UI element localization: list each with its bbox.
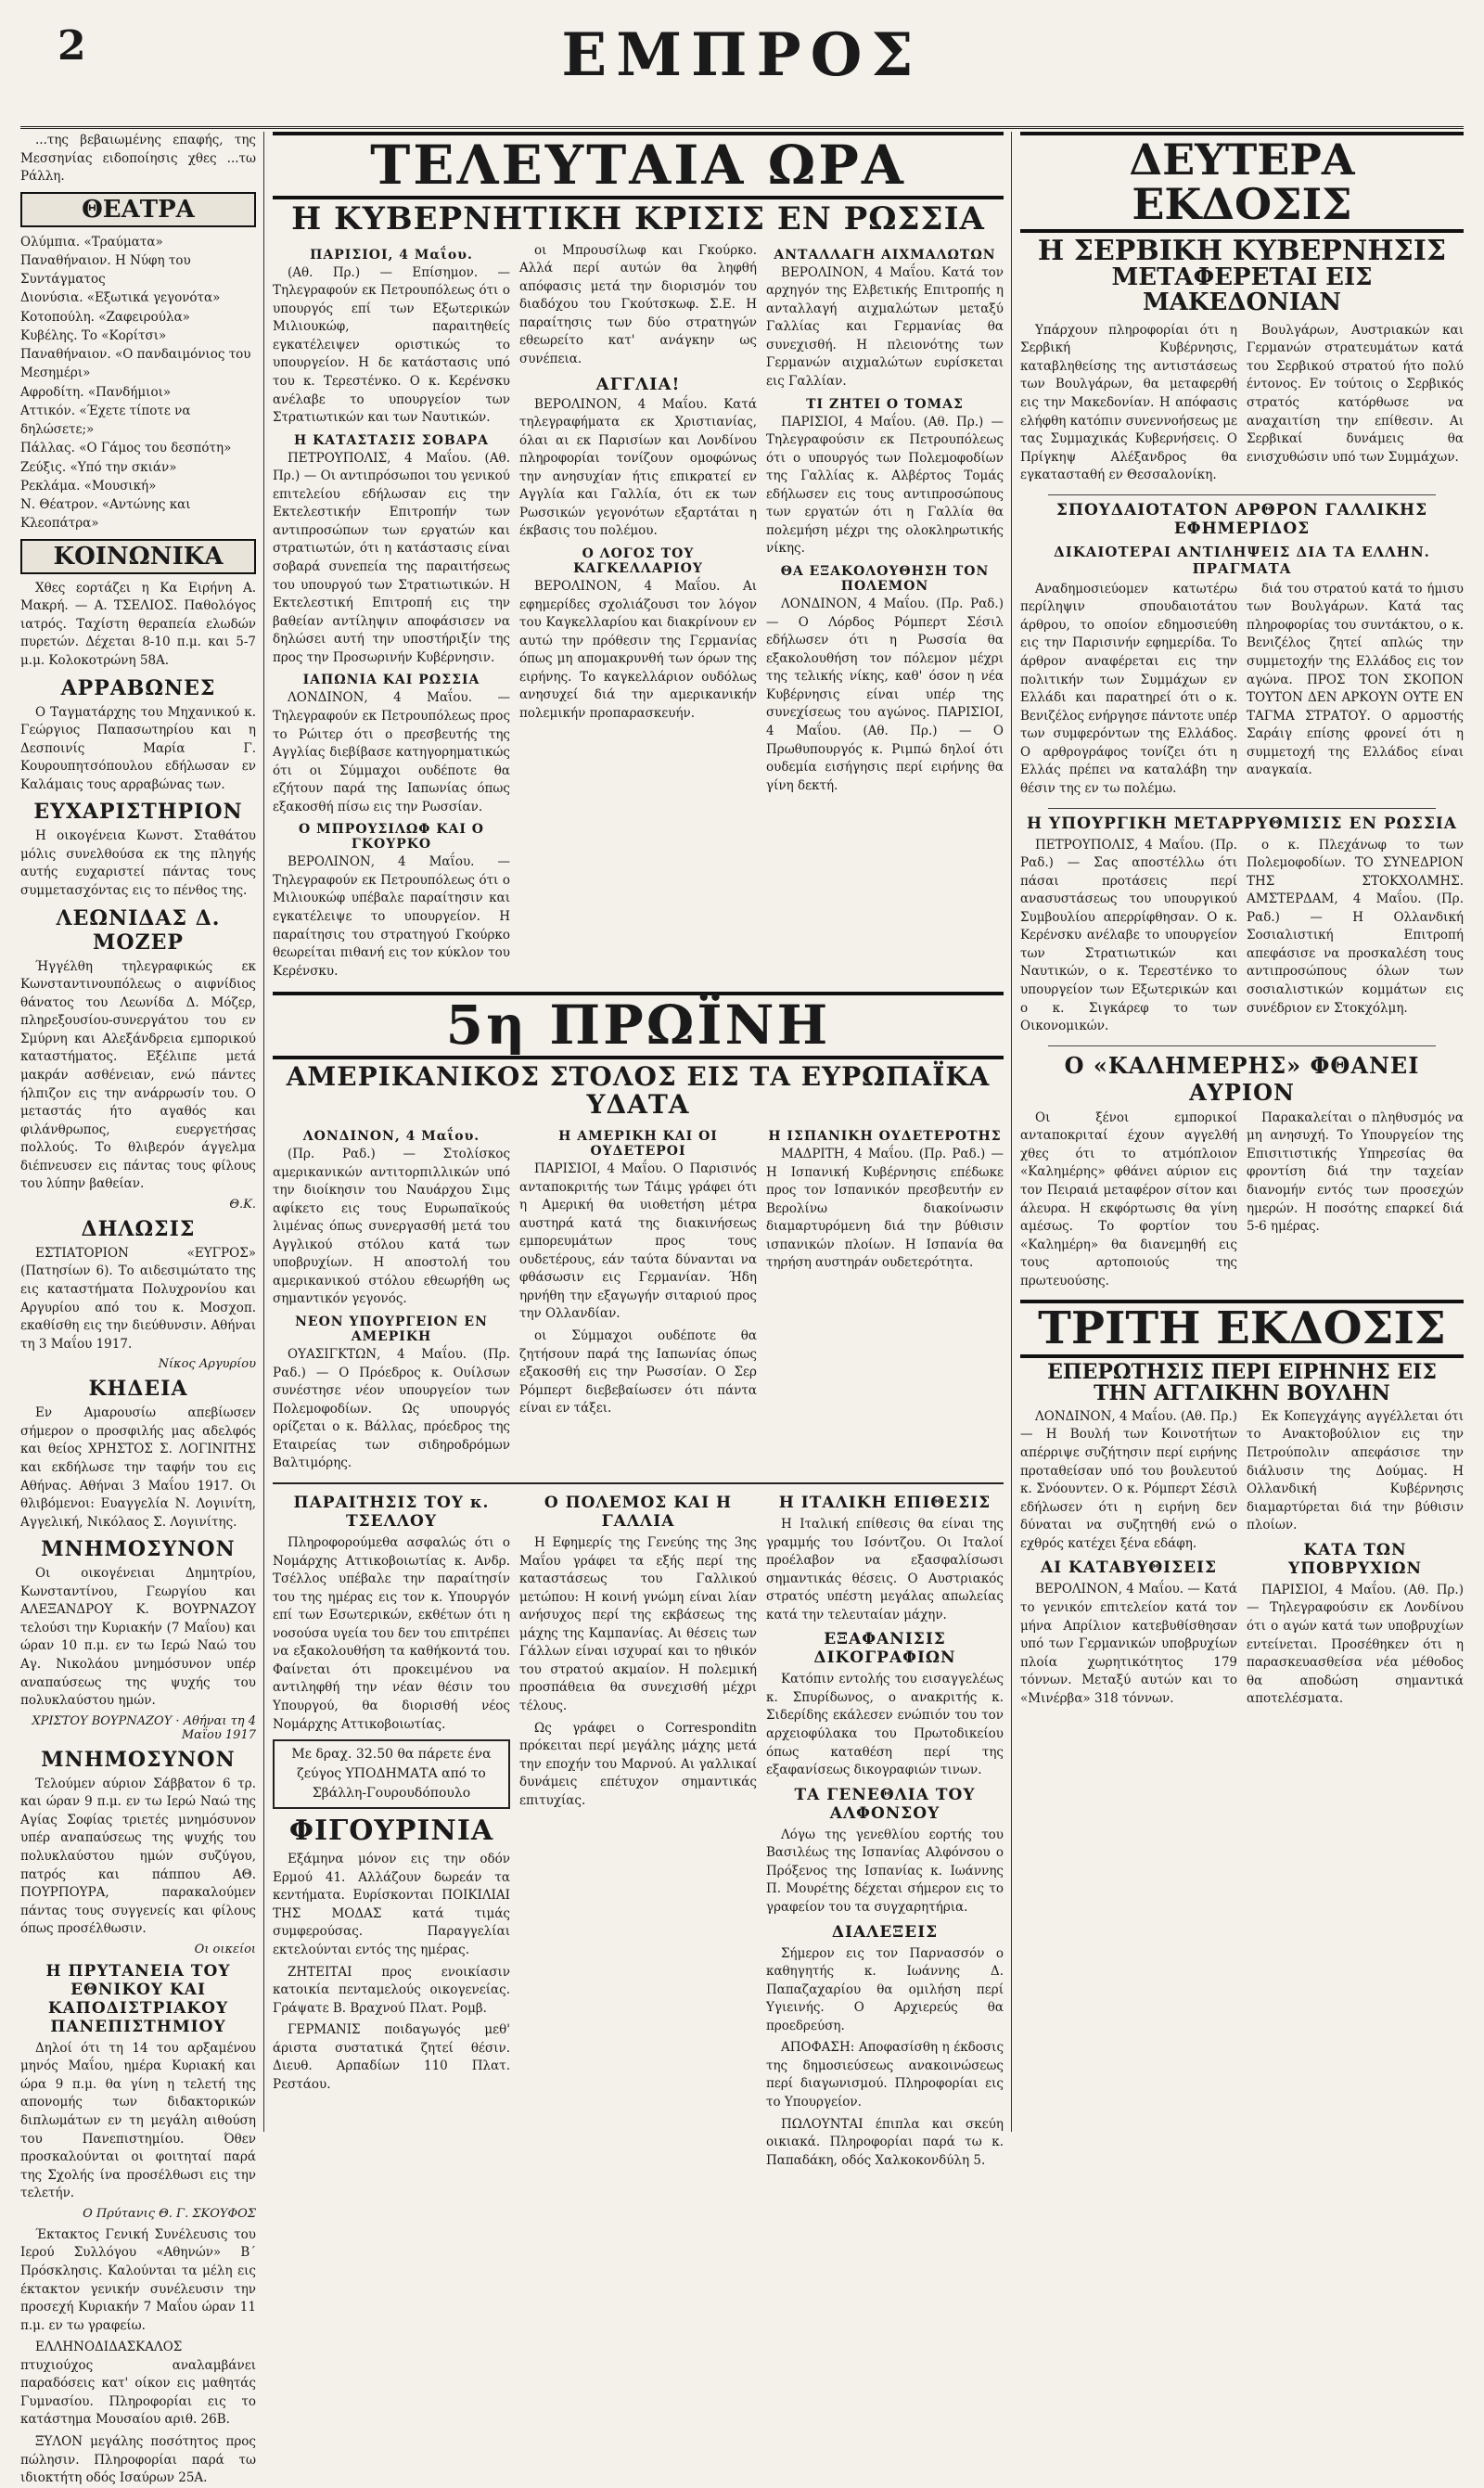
dateline: ΙΑΠΩΝΙΑ ΚΑΙ ΡΩΣΣΙΑ (302, 673, 480, 688)
dateline: Ο ΛΟΓΟΣ ΤΟΥ ΚΑΓΚΕΛΛΑΡΙΟΥ (573, 546, 703, 577)
dateline: Η ΚΑΤΑΣΤΑΣΙΣ ΣΟΒΑΡΑ (294, 432, 489, 448)
war-text: Η Εφημερίς της Γενεύης της 3ης Μαΐου γράφει τα εξής περί της καταστάσεως του Γαλλικού μετώπου: Η κοινή γνώμη είναι λίαν ανήσυχος περί της εκβάσεως της μάχης της Καμπανίας. Αι θέσεις των Γάλλων είναι ισχυραί και το ηθικόν του στρατού ακμαίον. Η πολεμική προσπάθεια θα συνεχισθή μέχρι τέλους. (519, 1534, 757, 1713)
theatres-heading: ΘΕΑΤΡΑ (20, 192, 256, 227)
newspaper-page (20, 17, 1464, 2486)
disappearance-text: Κατόπιν εντολής του εισαγγελέως κ. Σπυρίδωνος, ο ανακριτής κ. Σιδερίδης εκάλεσεν ενώπιόν του τον αρχειοφύλακα του Πρωτοδικείου όπως καταθέση περί της εξαφανίσεως δικογραφιών τινων. (766, 1672, 1004, 1778)
dateline: Η ΙΣΠΑΝΙΚΗ ΟΥΔΕΤΕΡΟΤΗΣ (768, 1128, 1002, 1144)
article-text: Οι ξένοι εμπορικοί ανταποκριταί έχουν αγγελθή χθες ότι το ατμόπλοιον «Καλημέρης» φθάνει αύριον εις τον Πειραιά μεταφέρον σίτον και άλευρα. Η εκφόρτωσις θα γίνη αμέσως. Το φορτίον του «Καλημέρη» θα διανεμηθή εις τους αρτοποιούς της πρωτευούσης. (1020, 1109, 1237, 1289)
funeral-heading: ΚΗΔΕΙΑ (88, 1377, 188, 1402)
sinkings-heading: ΑΙ ΚΑΤΑΒΥΘΙΣΕΙΣ (1040, 1558, 1218, 1578)
right-column (1020, 132, 1464, 2132)
dateline: ΑΓΓΛΙΑ! (595, 374, 681, 394)
article-text: Αναδημοσιεύομεν κατωτέρω περίληψιν σπουδαιοτάτου άρθρου, το οποίον εδημοσιεύθη εις την Παρισινήν εφημερίδα. Το άρθρον αναφέρεται εις την πολιτικήν των Συμμάχων εν Ελλάδι και παρατηρεί ότι ο κ. Βενιζέλος ενήργησε πάντοτε υπέρ των συμφερόντων της Ελλάδος. Ο αρθρογράφος τονίζει ότι η Ελλάς πρέπει να καταλάβη την θέσιν της εν τω πολέμω. (1020, 581, 1237, 796)
divider (1048, 1045, 1436, 1046)
resignation-heading: ΠΑΡΑΙΤΗΣΙΣ ΤΟΥ κ. ΤΣΕΛΛΟΥ (293, 1493, 490, 1531)
article-text: ΠΕΤΡΟΥΠΟΛΙΣ, 4 Μαΐου. (Αθ. Πρ.) — Οι αντιπρόσωποι του γενικού επιτελείου εδήλωσαν εις την Εκτελεστικήν Επιτροπήν των αντιπροσώπων των εργατών και στρατιωτών, ότι η κατάστασις είναι σοβαρά συνεπεία της παραιτήσεως του υπουργού των Στρατιωτικών. Η Εκτελεστική Επιτροπή εις την βαθείαν αντίληψιν αποφάσισεν να δηλώσει αυτή την υποστήριξίν της προς την Προσωρινήν Κυβέρνησιν. (273, 450, 510, 665)
article-text: ο κ. Πλεχάνωφ το των Πολεμοφοδίων. ΤΟ ΣΥΝΕΔΡΙΟΝ ΤΗΣ ΣΤΟΚΧΟΛΜΗΣ. ΑΜΣΤΕΡΔΑΜ, 4 Μαΐου. (Πρ. Ραδ.) — Η Ολλανδική Σοσιαλιστική Επιτροπή απεφάσισε να προσκαλέση τους αντιπροσώπους όλων των σοσιαλιστικών κομμάτων εις συνέδριον εν Στοκχόλμη. (1247, 837, 1464, 1016)
list-item: Αττικόν. «Έχετε τίποτε να δηλώσετε;» (20, 403, 191, 438)
dateline: Ο ΜΠΡΟΥΣΙΛΩΦ ΚΑΙ Ο ΓΚΟΥΡΚΟ (299, 822, 484, 853)
list-item: Ρεκλάμα. «Μουσική» (20, 478, 157, 494)
war-heading: Ο ΠΟΛΕΜΟΣ ΚΑΙ Η ΓΑΛΛΙΑ (544, 1493, 733, 1531)
birthday-text: Λόγω της γενεθλίου εορτής του Βασιλέως της Ισπανίας Αλφόνσου ο Πρόξενος της Ισπανίας κ. Ιωάννης Π. Μουρέτης δέχεται σήμερον εις το γραφείον του τα συγχαρητήρια. (766, 1827, 1004, 1915)
serbian-headline: Η ΣΕΡΒΙΚΗ ΚΥΒΕΡΝΗΣΙΣ (1037, 234, 1447, 267)
decision-notice: ΑΠΟΦΑΣΗ: Αποφασίσθη η έκδοσις της δημοσιεύσεως ανακοινώσεως περί διαγωνισμού. Πληροφορίαι εις το Υπουργείον. (766, 2040, 1004, 2110)
war-text: Ως γράφει ο Corresponditn πρόκειται περί μεγάλης μάχης μετά την εποχήν του Μαρνού. Αι γαλλικαί δυνάμεις επέτυχον σημαντικάς επιτυχίας. (519, 1720, 757, 1808)
memorial-text: Τελούμεν αύριον Σάββατον 6 τρ. και ώραν 9 π.μ. εν τω Ιερώ Ναώ της Αγίας Σοφίας τριετές μνημόσυνον υπέρ αναπαύσεως της ψυχής του πολυκλαύστου ημών συζύγου, πατρός και πάππου ΑΘ. ΠΟΥΡΠΟΥΡΑ, παρακαλούμεν πάντας τους συγγενείς και φίλους όπως προσέλθωσιν. (20, 1776, 256, 1937)
rent-ad: ΖΗΤΕΙΤΑΙ προς ενοικίασιν κατοικία πενταμελούς οικογενείας. Γράψατε Β. Βραχνού Πλατ. Ρομβ. (273, 1964, 510, 2016)
moser-heading: ΛΕΩΝΙΔΑΣ Δ. ΜΟΖΕΡ (56, 905, 221, 955)
declaration-text: ΕΣΤΙΑΤΟΡΙΟΝ «ΕΥΓΡΟΣ» (Πατησίων 6). Το αιδεσιμώτατο της εις καταστήματα Πολυχρονίου και Αργυρίου από του κ. Μοσχοπ. εκαθίσθη εις την διεύθυνσιν. Αθήναι τη 3 Μαΐου 1917. (20, 1245, 256, 1352)
fifth-morning-banner: 5η ΠΡΩΪΝΗ (273, 992, 1004, 1059)
center-area (273, 132, 1004, 2168)
column-rule (263, 132, 264, 2132)
moser-signature: Θ.Κ. (229, 1197, 256, 1212)
article-text: διά του στρατού κατά το ήμισυ των Βουλγάρων. Κατά τας πληροφορίας του συντάκτου, ο κ. Βενιζέλος ζητεί απλώς την συμμετοχήν της Ελλάδος εις τον αγώνα. ΠΡΟΣ ΤΟΝ ΣΚΟΠΟΝ ΤΟΥΤΟΝ ΔΕΝ ΑΡΚΟΥΝ ΟΥΤΕ ΕΝ ΤΑΓΜΑ ΣΤΡΑΤΟΥ. Ο αρμοστής Σαράιγ επίσης φρονεί ότι η συμμετοχή της Ελλάδος είναι αναγκαία. (1247, 581, 1464, 778)
last-hour-banner: ΤΕΛΕΥΤΑΙΑ ΩΡΑ (273, 132, 1004, 199)
newspaper-title: ΕΜΠΡΟΣ (561, 20, 923, 90)
memorial-text: Οι οικογένειαι Δημητρίου, Κωνσταντίνου, Γεωργίου και ΑΛΕΞΑΝΔΡΟΥ Κ. ΒΟΥΡΝΑΖΟΥ τελούσι την Κυριακήν (7 Μαΐου) και ώραν 10 π.μ. εν τω Ιερώ Ναώ του Αγ. Νικολάου μνημόσυνον υπέρ αναπαύσεως της ψυχής του πολυκλαύστου ημών. (20, 1566, 256, 1709)
declaration-signature: Νίκος Αργυρίου (158, 1357, 256, 1372)
lower-column-a (273, 1488, 510, 2174)
article-text: Παρακαλείται ο πληθυσμός να μη ανησυχή. Το Υπουργείον της Επισιτιστικής Υπηρεσίας θα φροντίση διά την ταχείαν διανομήν εντός των προσεχών ημερών. Η ποσότης επαρκεί διά 5-6 ημέρας. (1247, 1109, 1464, 1235)
peace-headline: ΕΠΕΡΩΤΗΣΙΣ ΠΕΡΙ ΕΙΡΗΝΗΣ ΕΙΣ ΤΗΝ ΑΓΓΛΙΚΗΝ ΒΟΥΛΗΝ (1047, 1359, 1437, 1405)
article-text: ΒΕΡΟΛΙΝΟΝ, 4 Μαΐου. Αι εφημερίδες σχολιάζουσι τον λόγον του Καγκελλαρίου και διακρίνουν εν αυτώ την πρόθεσιν της Γερμανίας όπως μη απομακρυνθή των όρων της ειρήνης. Το καγκελλάριον ουδόλως ανησυχεί διά την αμερικανικήν πολεμικήν προπαρασκευήν. (519, 579, 757, 721)
lower-column-b (519, 1488, 757, 2174)
list-item: Κυβέλης. Το «Κορίτσι» (20, 327, 167, 343)
article-text: ΒΕΡΟΛΙΝΟΝ, 4 Μαΐου. — Κατά το γενικόν επιτελείον κατά τον μήνα Απρίλιον κατεβυθίσθησαν υπό των Γερμανικών υποβρυχίων πλοία χωρητικότητος 179 τόννων. Μεταξύ αυτών και το «Μινέρβα» 318 τόννων. (1020, 1582, 1237, 1706)
lower-section (273, 1482, 1004, 2174)
russia-headline: Η ΚΥΒΕΡΝΗΤΙΚΗ ΚΡΙΣΙΣ ΕΝ ΡΩΣΣΙΑ (291, 199, 985, 237)
american-fleet-headline: ΑΜΕΡΙΚΑΝΙΚΟΣ ΣΤΟΛΟΣ ΕΙΣ ΤΑ ΕΥΡΩΠΑΪΚΑ ΥΔΑΤΑ (286, 1061, 991, 1120)
dateline: ΑΝΤΑΛΛΑΓΗ ΑΙΧΜΑΛΩΤΩΝ (774, 247, 996, 263)
university-heading: Η ΠΡΥΤΑΝΕΙΑ ΤΟΥ ΕΘΝΙΚΟΥ ΚΑΙ ΚΑΠΟΔΙΣΤΡΙΑΚΟΥ ΠΑΝΕΠΙΣΤΗΜΙΟΥ (45, 1961, 231, 2036)
fleet-column-c (766, 1123, 1004, 1477)
theatres-list (20, 233, 256, 533)
list-item: Αφροδίτη. «Πανδήμιοι» (20, 384, 172, 400)
article-text: ΠΕΤΡΟΥΠΟΛΙΣ, 4 Μαΐου. (Πρ. Ραδ.) — Σας αποστέλλω ότι πάσαι προτάσεις περί ανασυστάσεως του υπουργικού Συμβουλίου απερρίφθησαν. Ο κ. Κερένσκυ ανέλαβε το υπουργείον των Στρατιωτικών και Ναυτικών, ο κ. Τερεστένκο το υπουργείον των Εξωτερικών και ο κ. Σιγκάρεφ το των Οικονομικών. (1020, 837, 1237, 1034)
russia-column-c (766, 242, 1004, 985)
dateline: ΝΕΟΝ ΥΠΟΥΡΓΕΙΟΝ ΕΝ ΑΜΕΡΙΚΗ (295, 1315, 488, 1344)
dateline: Η ΑΜΕΡΙΚΗ ΚΑΙ ΟΙ ΟΥΔΕΤΕΡΟΙ (558, 1128, 718, 1159)
russia-column-a (273, 242, 510, 985)
dateline: ΛΟΝΔΙΝΟΝ, 4 Μαΐου. (302, 1128, 480, 1144)
list-item: Πάλλας. «Ο Γάμος του δεσπότη» (20, 441, 232, 456)
serbian-section (1020, 322, 1464, 489)
list-item: Ν. Θέατρον. «Αντώνης και Κλεοπάτρα» (20, 497, 191, 532)
sale-notice: ΠΩΛΟΥΝΤΑΙ έπιπλα και σκεύη οικιακά. Πληροφορίαι παρά τω κ. Παπαδάκη, οδός Χαλκοκονδύλη 5. (766, 2116, 1004, 2168)
article-text: ΠΑΡΙΣΙΟΙ, 4 Μαΐου. (Αθ. Πρ.) — Τηλεγραφούσιν εκ Πετρουπόλεως ότι ο υπουργός των Πολεμοφοδίων της Γαλλίας κ. Αλβέρτος Τομάς εδήλωσεν εις τους αντιπροσώπους των εργατών ότι η Γαλλία θα πολεμήση μέχρι της ολοκληρωτικής νίκης. (766, 414, 1004, 557)
lectures-text: Σήμερον εις τον Παρνασσόν ο καθηγητής κ. Ιωάννης Δ. Παπαζαχαρίου θα ομιλήση περί Υγιεινής. Ο Αρχιερεύς θα προεδρεύση. (766, 1945, 1004, 2033)
second-edition-banner: ΔΕΥΤΕΡΑ ΕΚΔΟΣΙΣ (1020, 132, 1464, 233)
sale-ad: ΞΥΛΟΝ μεγάλης ποσότητος προς πώλησιν. Πληροφορίαι παρά τω ιδιοκτήτη οδός Ισαύρων 25Α. (20, 2434, 256, 2486)
resignation-text: Πληροφορούμεθα ασφαλώς ότι ο Νομάρχης Αττικοβοιωτίας κ. Ανδρ. Τσέλλος υπέβαλε την παραίτησίν του της ημέρας εις τον κ. Υπουργόν επί των Εσωτερικών, εκθέτων ότι η νοσούσα υγεία του δεν του επιτρέπει να εξακολουθήση τα καθήκοντά του. Φαίνεται ότι προκειμένου να αντιληφθή την νέαν θέσιν του Υπουργού, θα διορισθή νέος Νομάρχης Αττικοβοιωτίας. (273, 1534, 510, 1732)
moser-text: Ήγγέλθη τηλεγραφικώς εκ Κωνσταντινουπόλεως ο αιφνίδιος θάνατος του Λεωνίδα Δ. Μόζερ, πληρεξουσίου-συνεργάτου του εν Σμύρνη και Αλεξάνδρεια εμπορικού καταστήματος. Εξέλιπε μετά μακράν ασθένειαν, ενώ πάντες ήλπιζον εις την ανάρρωσίν του. Ο μεταστάς ήτο αγαθός και φιλάνθρωπος, ευεργετήσας πολλούς. Το θλιβερόν άγγελμα διέπνευσεν εις πάντας τους φίλους του λύπην βαθείαν. (20, 958, 256, 1192)
memorial-heading: ΜΝΗΜΟΣΥΝΟΝ (41, 1747, 236, 1772)
french-article-section (1020, 581, 1464, 802)
memorial-signature: ΧΡΙΣΤΟΥ ΒΟΥΡΝΑΖΟΥ · Αθήναι τη 4 Μαΐου 1917 (32, 1713, 256, 1742)
russia-column-b (519, 242, 757, 985)
list-item: Διονύσια. «Εξωτικά γεγονότα» (20, 290, 221, 306)
article-text: ΛΟΝΔΙΝΟΝ, 4 Μαΐου. (Αθ. Πρ.) — Η Βουλή των Κοινοτήτων απέρριψε συζήτησιν περί ειρήνης προταθείσαν υπό του βουλευτού κ. Σνόουντεν. Ο κ. Ρόμπερτ Σέσιλ εδήλωσεν ότι η ειρήνη δεν δύναται να συζητηθή ενώ ο εχθρός κατέχει ξένα εδάφη. (1020, 1408, 1238, 1551)
social-text: Χθες εορτάζει η Κα Ειρήνη Α. Μακρή. — Α. ΤΣΕΛΙΟΣ. Παθολόγος ιατρός. Ταχίστη θεραπεία ελωδών πυρετών. Δέχεται 8-10 π.μ. και 5-7 μ.μ. Κολοκοτρώνη 58Α. (20, 580, 256, 668)
declaration-heading: ΔΗΛΩΣΙΣ (81, 1216, 196, 1241)
shoes-ad: Με δραχ. 32.50 θα πάρετε ένα ζεύγος ΥΠΟΔΗΜΑΤΑ από το Σβάλλη-Γουρουδόπουλο (273, 1739, 510, 1809)
article-text: ΜΑΔΡΙΤΗ, 4 Μαΐου. (Πρ. Ραδ.) — Η Ισπανική Κυβέρνησις επέδωκε προς τον Ισπανικόν πρεσβευτήν εν Βερολίνω διακοίνωσιν διαμαρτυρόμενη διά την βύθισιν ισπανικών πλοίων. Η Ισπανία θα τηρήση αυστηράν ουδετερότητα. (766, 1146, 1004, 1271)
article-text: Εκ Κοπεγχάγης αγγέλλεται ότι το Ανακτοβούλιον εις την Πετρούπολιν απεφάσισε την διάλυσιν της Δούμας. Η Ολλανδική Κυβέρνησις διαμαρτύρεται διά την βύθισιν πλοίων. (1247, 1408, 1464, 1533)
lower-column-c (766, 1488, 1004, 2174)
dateline: ΠΑΡΙΣΙΟΙ, 4 Μαΐου. (310, 247, 473, 263)
teacher-ad: ΕΛΛΗΝΟΔΙΔΑΣΚΑΛΟΣ πτυχιούχος αναλαμβάνει παραδόσεις κατ' οίκον εις μαθητάς Γυμνασίου. Πληροφορίαι εις το κατάστημα Μουσαίου αριθ. 26Β. (20, 2340, 256, 2428)
lectures-heading: ΔΙΑΛΕΞΕΙΣ (831, 1922, 939, 1942)
divider (1048, 494, 1436, 495)
article-text: (Πρ. Ραδ.) — Στολίσκος αμερικανικών αντιτορπιλλικών υπό την διοίκησιν του Ναυάρχου Σιμς αφίκετο εις τους Ευρωπαϊκούς λιμένας όπως συνεργασθή μετά του Αγγλικού στόλου κατά των υποβρυχίων. Η αποστολή του αμερικανικού στόλου εθεωρήθη ως σημαντικόν γεγονός. (273, 1146, 510, 1307)
university-text: Δηλοί ότι τη 14 του αρξαμένου μηνός Μαΐου, ημέρα Κυριακή και ώρα 9 π.μ. θα γίνη η τελετή της απονομής των διδακτορικών διπλωμάτων εν τη μεγάλη αιθούση του Πανεπιστημίου. Όθεν προσκαλούνται οι φοιτηταί παρά της Σχολής ίνα προσέλθωσι εις την τελετήν. (20, 2040, 256, 2201)
dateline: ΘΑ ΕΞΑΚΟΛΟΥΘΗΣΗ ΤΟΝ ΠΟΛΕΜΟΝ (780, 564, 990, 595)
article-text: (Αθ. Πρ.) — Επίσημον. — Τηλεγραφούν εκ Πετρουπόλεως ότι ο υπουργός επί των Εξωτερικών Μιλιουκώφ, παραιτηθείς εγκατέλειψεν οριστικώς το υπουργείον. Η δε κατάστασις υπό του κ. Τερεστένκο. Ο κ. Κερένσκυ ανέλαβε το υπουργείον των Στρατιωτικών και των Ναυτικών. (273, 264, 510, 426)
kalimeris-heading: Ο «ΚΑΛΗΜΕΡΗΣ» ΦΘΑΝΕΙ ΑΥΡΙΟΝ (1064, 1051, 1420, 1106)
list-item: Κοτοπούλη. «Ζαφειρούλα» (20, 309, 190, 325)
memorial-heading: ΜΝΗΜΟΣΥΝΟΝ (41, 1537, 236, 1562)
dateline: ΤΙ ΖΗΤΕΙ Ο ΤΟΜΑΣ (806, 396, 964, 412)
article-text: ΠΑΡΙΣΙΟΙ, 4 Μαΐου. (Αθ. Πρ.) — Τηλεγραφούσιν εκ Λονδίνου ότι ο αγών κατά των υποβρυχίων εντείνεται. Προσέθηκεν ότι η παρασκευασθείσα νέα μέθοδος θα αποδώση σημαντικά αποτελέσματα. (1247, 1582, 1464, 1707)
left-column (20, 132, 256, 2486)
article-text: ΒΕΡΟΛΙΝΟΝ, 4 Μαΐου. Κατά τηλεγραφήματα εκ Χριστιανίας, όλαι αι εκ Παρισίων και Λονδίνου πληροφορίαι τονίζουν ομοφώνως την ανησυχίαν ήτις επικρατεί εν Αγγλία και Γαλλία, ότι εκ των Ρωσσικών γεγονότων εξαρτάται η έκβασις του πολέμου. (519, 396, 757, 539)
university-signature: Ο Πρύτανις Θ. Γ. ΣΚΟΥΦΟΣ (83, 2206, 256, 2221)
intro-text: ...της βεβαιωμένης επαφής, της Μεσσηνίας ειδοποίησις χθες ...τω Ράλλη. (20, 133, 256, 185)
fleet-column-b (519, 1123, 757, 1477)
list-item: Παναθήναιον. «Ο πανδαιμόνιος του Μεσημέρι» (20, 347, 251, 381)
russia-section (273, 242, 1004, 985)
reform-heading: Η ΥΠΟΥΡΓΙΚΗ ΜΕΤΑΡΡΥΘΜΙΣΙΣ ΕΝ ΡΩΣΣΙΑ (1027, 814, 1457, 833)
reform-section (1020, 837, 1464, 1040)
french-article-heading: ΣΠΟΥΔΑΙΟΤΑΤΟΝ ΑΡΘΡΟΝ ΓΑΛΛΙΚΗΣ ΕΦΗΜΕΡΙΔΟΣ (1055, 500, 1428, 538)
figurines-heading: ΦΙΓΟΥΡΙΝΙΑ (288, 1815, 494, 1848)
article-text: ΛΟΝΔΙΝΟΝ, 4 Μαΐου. — Τηλεγραφούν εκ Πετρουπόλεως προς το Ρώιτερ ότι ο πρεσβευτής της Αγγλίας διεβίβασε κατηγορηματικώς ότι οι Σύμμαχοι ουδέποτε θα εζήτουν παρά της Ιαπωνίας όπως εξακοσθή πίσω εις την Ρωσσίαν. (273, 690, 510, 814)
list-item: Παναθήναιον. Η Νύφη του Συντάγματος (20, 252, 191, 288)
article-text: οι Μπρουσίλωφ και Γκούρκο. Αλλά περί αυτών θα ληφθή απόφασις μετά την διορισμόν του διαδόχου του Γκούτσκωφ. Σ.Ε. Η παραίτησις των δύο στρατηγών εθεωρείτο κατ' ανάγκην ως συνέπεια. (519, 242, 757, 366)
french-article-subheading: ΔΙΚΑΙΟΤΕΡΑΙ ΑΝΤΙΛΗΨΕΙΣ ΔΙΑ ΤΑ ΕΛΛΗΝ. ΠΡΑΓΜΑΤΑ (1054, 543, 1430, 577)
tutor-ad: ΓΕΡΜΑΝΙΣ ποιδαγωγός μεθ' άριστα συστατικά ζητεί θέσιν. Διευθ. Αρπαδίων 110 Πλατ. Ρεστάου. (273, 2022, 510, 2092)
italian-heading: Η ΙΤΑΛΙΚΗ ΕΠΙΘΕΣΙΣ (778, 1493, 991, 1512)
funeral-text: Εν Αμαρουσίω απεβίωσεν σήμερον ο προσφιλής μας αδελφός και θείος ΧΡΗΣΤΟΣ Σ. ΛΟΓΙΝΙΤΗΣ και εκδήλωσε την ταφήν του εις Αθήνας. Αθήναι 3 Μαΐου 1917. Οι θλιβόμενοι: Ευαγγελία Ν. Λογινίτη, Αγγελική, Νικόλαος Σ. Λογινίτης. (20, 1405, 256, 1530)
list-item: Ζεύξις. «Υπό την σκιάν» (20, 459, 177, 475)
page-number: 2 (58, 22, 86, 70)
article-text: ΒΕΡΟΛΙΝΟΝ, 4 Μαΐου. — Τηλεγραφούν εκ Πετρουπόλεως ότι ο Μιλιουκώφ υπέβαλε παραίτησιν και εγκατέλειψε το υπουργείον. Η παραίτησις του στρατηγού Γκούρκο θεωρείται πιθανή εις τον κύκλον του Κερένσκυ. (273, 854, 510, 979)
thanks-text: Η οικογένεια Κωνστ. Σταθάτου μόλις συνελθούσα εκ της πληγής αυτής ευχαριστεί πάντας τους συμμετασχόντας εις το πένθος της. (20, 828, 256, 898)
article-text: ΟΥΑΣΙΓΚΤΩΝ, 4 Μαΐου. (Πρ. Ραδ.) — Ο Πρόεδρος κ. Ουίλσων συνέστησε νέον υπουργείον των Πολεμοφοδίων. Ως υπουργός ορίζεται ο κ. Βάλλας, πρόεδρος της Εταιρείας των σιδηροδρόμων Βαλτιμόρης. (273, 1347, 510, 1471)
thanks-heading: ΕΥΧΑΡΙΣΤΗΡΙΟΝ (33, 800, 243, 825)
list-item: Ολύμπια. «Τραύματα» (20, 234, 163, 250)
engagements-text: Ο Ταγματάρχης του Μηχανικού κ. Γεώργιος Παπασωτηρίου και η Δεσποινίς Μαρία Γ. Κουρουπητσόπουλου εδήλωσαν εν Καλάμαις τους αρραβώνας των. (20, 704, 256, 792)
fleet-column-a (273, 1123, 510, 1477)
disappearance-heading: ΕΞΑΦΑΝΙΣΙΣ ΔΙΚΟΓΡΑΦΙΩΝ (813, 1630, 956, 1668)
divider (1048, 808, 1436, 809)
masthead (20, 17, 1464, 129)
peace-section (1020, 1408, 1464, 1712)
engagements-heading: ΑΡΡΑΒΩΝΕΣ (60, 675, 216, 700)
column-rule (1011, 132, 1012, 2132)
article-text: ΠΑΡΙΣΙΟΙ, 4 Μαΐου. Ο Παρισινός ανταποκριτής των Τάιμς γράφει ότι η Αμερική θα υιοθετήση μέτρα αυστηρά κατά της διακινήσεως εμπορευμάτων προς τους ουδετέρους, εάν ταύτα δύνανται να φθάσωσιν εις Γερμανίαν. Ήδη ηρνήθη την εξαγωγήν σιταριού προς την Ολλανδίαν. (519, 1161, 757, 1322)
third-edition-banner: ΤΡΙΤΗ ΕΚΔΟΣΙΣ (1020, 1300, 1464, 1357)
fleet-section (273, 1123, 1004, 1477)
article-text: ΛΟΝΔΙΝΟΝ, 4 Μαΐου. (Πρ. Ραδ.) — Ο Λόρδος Ρόμπερτ Σέσιλ εδήλωσεν ότι η Ρωσσία θα εξακολουθήση τον πόλεμον μέχρι της τελικής νίκης, καθ' όσον η νέα Κυβέρνησις είναι υπέρ της συνεχίσεως του αγώνος. ΠΑΡΙΣΙΟΙ, 4 Μαΐου. (Αθ. Πρ.) — Ο Πρωθυπουργός κ. Ριμπώ δηλοί ότι ουδεμία εισήγησις περί ειρήνης θα γίνη δεκτή. (766, 596, 1004, 793)
article-text: Υπάρχουν πληροφορίαι ότι η Σερβική Κυβέρνησις, καταβληθείσης της αντιστάσεως των Βουλγάρων, θα μεταφερθή εις την Μακεδονίαν. Η απόφασις ελήφθη κατόπιν συνεννοήσεως με τας Συμμαχικάς Κυβερνήσεις. Ο Πρίγκηψ Αλέξανδρος θα εγκατασταθή εν Θεσσαλονίκη. (1020, 322, 1237, 483)
article-text: Βουλγάρων, Αυστριακών και Γερμανών στρατευμάτων κατά του Σερβικού στρατού ήτο πολύ έντονος. Εν τούτοις ο Σερβικός στρατός κατόρθωσε να αναχαιτίση την επίθεσιν. Αι Σερβικαί δυνάμεις θα ενισχυθώσιν υπό των Συμμάχων. (1247, 322, 1464, 465)
serbian-subheadline: ΜΕΤΑΦΕΡΕΤΑΙ ΕΙΣ ΜΑΚΕΔΟΝΙΑΝ (1111, 263, 1373, 317)
submarines-heading: ΚΑΤΑ ΤΩΝ ΥΠΟΒΡΥΧΙΩΝ (1287, 1540, 1423, 1578)
church-notice: Έκτακτος Γενική Συνέλευσις του Ιερού Συλλόγου «Αθηνών» Β΄ Πρόσκλησις. Καλούνται τα μέλη εις έκτακτον γενικήν συνέλευσιν την προσεχή Κυριακήν 7 Μαΐου ώραν 11 π.μ. εν τω γραφείω. (20, 2226, 256, 2333)
article-text: ΒΕΡΟΛΙΝΟΝ, 4 Μαΐου. Κατά τον αρχηγόν της Ελβετικής Επιτροπής η ανταλλαγή αιχμαλώτων μεταξύ Γαλλίας και Γερμανίας θα συνεχισθή. Η πλειονότης των Γερμανών αιχμαλώτων ευρίσκεται εις Γαλλίαν. (766, 264, 1004, 389)
kalimeris-section (1020, 1109, 1464, 1295)
social-heading: ΚΟΙΝΩΝΙΚΑ (20, 539, 256, 574)
italian-text: Η Ιταλική επίθεσις θα είναι της γραμμής του Ισόντζου. Οι Ιταλοί προέλαβον να εξασφαλίσωσι σημαντικάς θέσεις. Ο Αυστριακός στρατός υπέστη μεγάλας απωλείας κατά την τελευταίαν μάχην. (766, 1516, 1004, 1622)
article-text: οι Σύμμαχοι ουδέποτε θα ζητήσουν παρά της Ιαπωνίας όπως εξακοσθή εις την Ρωσσίαν. Ο Σερ Ρόμπερτ διεβεβαίωσεν ότι πάντα είναι εν τάξει. (519, 1328, 757, 1417)
figurines-text: Εξάμηνα μόνον εις την οδόν Ερμού 41. Αλλάζουν δωρεάν τα κεντήματα. Ευρίσκονται ΠΟΙΚΙΛΙΑΙ ΤΗΣ ΜΟΔΑΣ κατά τιμάς συμφερούσας. Παραγγελίαι εκτελούνται εντός της ημέρας. (273, 1852, 510, 1957)
memorial-signature: Οι οικείοι (194, 1942, 256, 1956)
birthday-heading: ΤΑ ΓΕΝΕΘΛΙΑ ΤΟΥ ΑΛΦΟΝΣΟΥ (794, 1785, 976, 1823)
